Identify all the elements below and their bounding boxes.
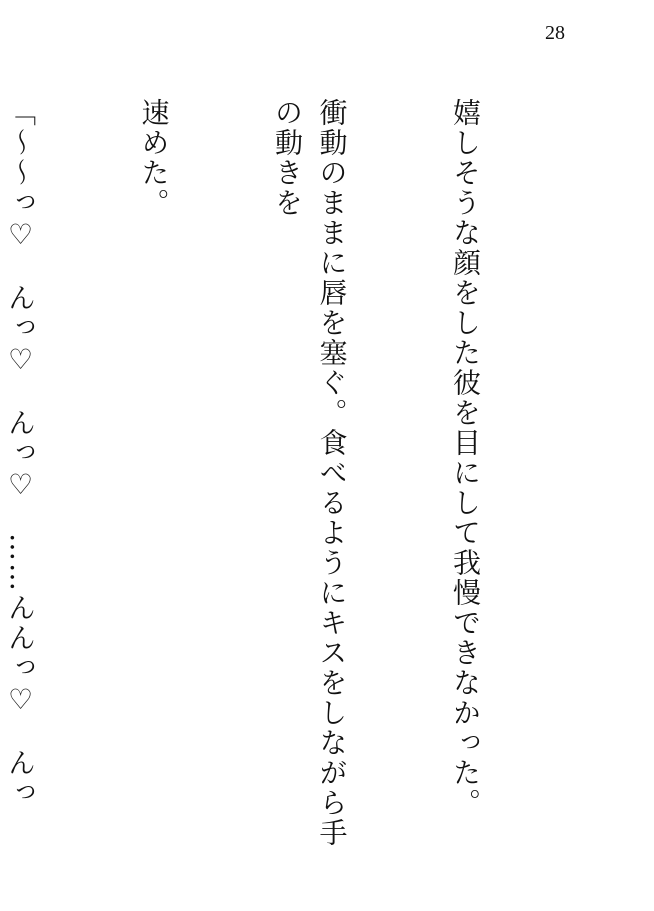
text-line: 衝動のままに唇を塞ぐ。食べるようにキスをしながら手の動きを bbox=[271, 98, 349, 848]
vertical-text-body bbox=[0, 98, 576, 858]
text-line: 「〜〜っ♡ んっ♡ んっ♡ ……んんっ♡ んっ bbox=[4, 98, 37, 808]
page-number: 28 bbox=[545, 22, 565, 44]
text-line: 嬉しそうな顔をした彼を目にして我慢できなかった。 bbox=[449, 98, 482, 818]
text-line: 速めた。 bbox=[137, 98, 171, 218]
